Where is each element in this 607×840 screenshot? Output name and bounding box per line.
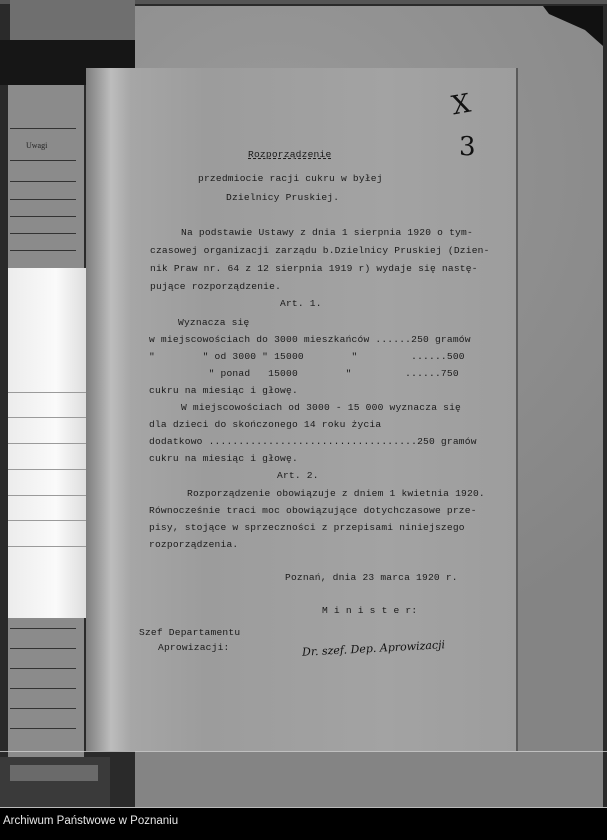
- article-heading: Art. 2.: [277, 470, 319, 481]
- card-rule: [10, 708, 76, 709]
- card-rule: [8, 546, 86, 547]
- preamble-line: Na podstawie Ustawy z dnia 1 sierpnia 1920 o tym-: [181, 227, 473, 238]
- bottom-left-block: [0, 757, 110, 808]
- card-rule: [8, 469, 86, 470]
- preamble-line: pujące rozporządzenie.: [150, 281, 282, 292]
- minister-line: M i n i s t e r:: [322, 605, 418, 616]
- document-title: Rozporządzenie: [248, 149, 332, 160]
- document-subtitle: Dzielnicy Pruskiej.: [226, 192, 340, 203]
- archive-label: Archiwum Państwowe w Poznaniu: [3, 815, 179, 827]
- card-rule: [10, 128, 76, 129]
- article-text: Wyznacza się: [178, 317, 250, 328]
- handwritten-signature: Dr. szef. Dep. Aprowizacji: [301, 638, 446, 659]
- torn-corner: [543, 6, 603, 46]
- card-rule: [10, 233, 76, 234]
- ration-row: " " od 3000 " 15000 " ......500: [149, 351, 465, 362]
- department-line: Aprowizacji:: [158, 642, 230, 653]
- article-text: W miejscowościach od 3000 - 15 000 wyznacza się: [181, 402, 461, 413]
- article-text: cukru na miesiąc i głowę.: [149, 385, 298, 396]
- article-text: cukru na miesiąc i głowę.: [149, 453, 298, 464]
- article-text: rozporządzenia.: [149, 539, 239, 550]
- article-text: Rozporządzenie obowiązuje z dniem 1 kwietnia 1920.: [187, 488, 485, 499]
- top-left-block: [10, 0, 135, 45]
- card-rule: [10, 728, 76, 729]
- article-text: Równocześnie traci moc obowiązujące dotychczasowe prze-: [149, 505, 477, 516]
- card-rule: [8, 392, 86, 393]
- corner-mark: X: [449, 88, 473, 122]
- article-text: dla dzieci do skończonego 14 roku życia: [149, 419, 382, 430]
- card-rule: [10, 688, 76, 689]
- ration-row: " ponad 15000 " ......750: [149, 368, 459, 379]
- article-text: dodatkowo ...................................250 gramów: [149, 436, 477, 447]
- card-rule: [10, 668, 76, 669]
- card-rule: [10, 648, 76, 649]
- card-rule: [8, 417, 86, 418]
- preamble-line: nik Praw nr. 64 z 12 sierpnia 1919 r) wydaje się nastę-: [150, 263, 478, 274]
- card-rule: [10, 628, 76, 629]
- document-subtitle: przedmiocie racji cukru w byłej: [198, 173, 383, 184]
- scan-artifact-line: [0, 751, 607, 752]
- card-rule: [10, 181, 76, 182]
- card-rule: [10, 216, 76, 217]
- ration-row: w miejscowościach do 3000 mieszkańców ......250 gramów: [149, 334, 471, 345]
- article-text: pisy, stojące w sprzeczności z przepisami niniejszego: [149, 522, 465, 533]
- card-rule: [10, 250, 76, 251]
- side-card-label: Uwagi: [26, 141, 48, 150]
- card-rule: [8, 495, 86, 496]
- card-rule: [10, 199, 76, 200]
- page-number: 3: [459, 132, 476, 162]
- card-rule: [10, 160, 76, 161]
- card-rule: [8, 520, 86, 521]
- department-line: Szef Departamentu: [139, 627, 241, 638]
- preamble-line: czasowej organizacji zarządu b.Dzielnicy Pruskiej (Dzien-: [150, 245, 490, 256]
- article-heading: Art. 1.: [280, 298, 322, 309]
- place-date: Poznań, dnia 23 marca 1920 r.: [285, 572, 458, 583]
- card-rule: [8, 443, 86, 444]
